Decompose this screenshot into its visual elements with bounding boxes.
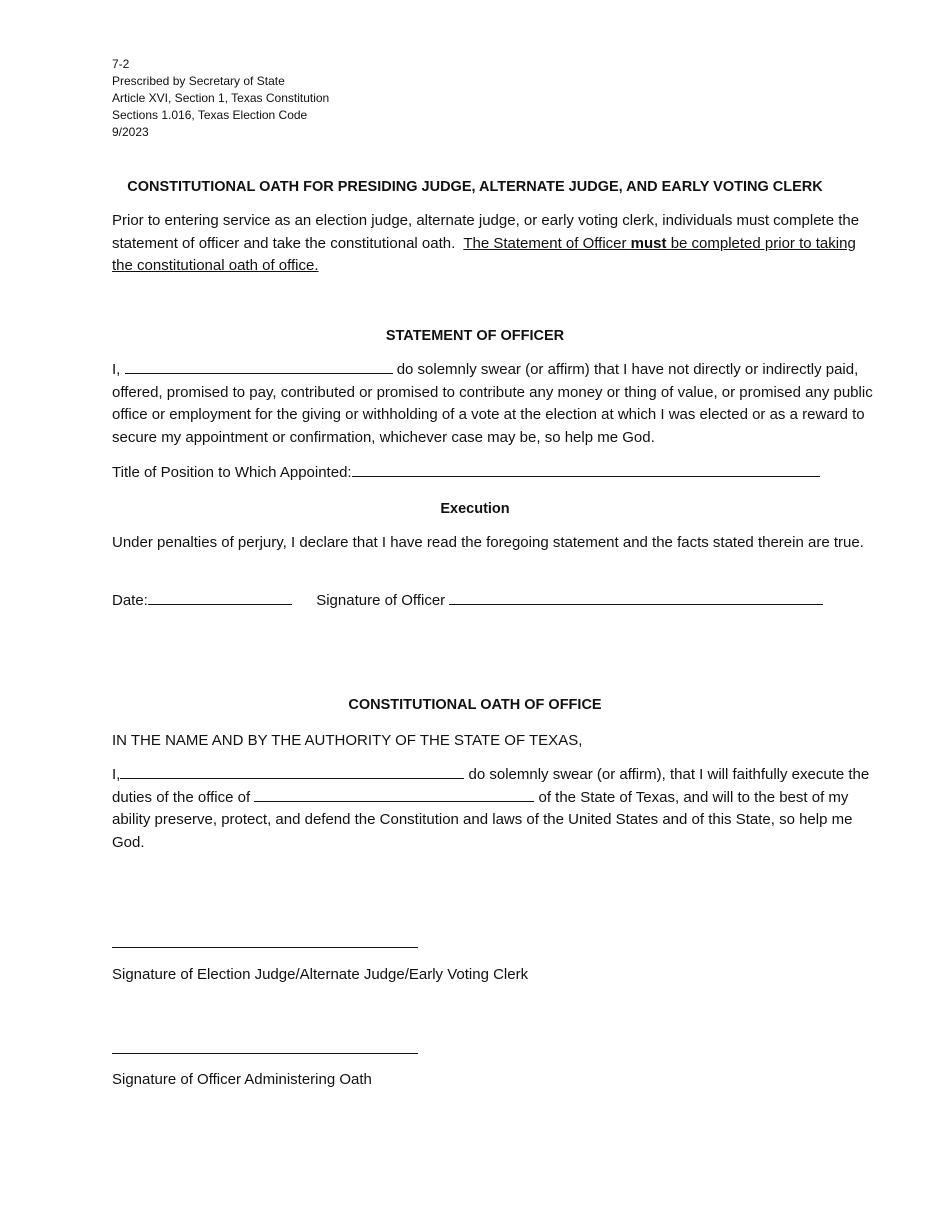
- oath-title: CONSTITUTIONAL OATH OF OFFICE: [348, 697, 602, 713]
- administering-signature-label: Signature of Officer Administering Oath: [112, 1071, 372, 1088]
- revision-date: 9/2023: [112, 125, 149, 139]
- officer-signature-line[interactable]: [449, 590, 823, 605]
- intro-must: must: [630, 234, 667, 252]
- date-line[interactable]: [148, 590, 292, 605]
- administering-signature-line[interactable]: [112, 1053, 418, 1054]
- election-code-reference: Sections 1.016, Texas Election Code: [112, 108, 308, 122]
- title-of-position-line[interactable]: [352, 462, 820, 477]
- intro-underlined-before: The Statement of Officer: [463, 234, 627, 252]
- officer-signature-label: Signature of Officer: [316, 592, 446, 609]
- prescribed-by: Prescribed by Secretary of State: [112, 74, 285, 88]
- oath-part2: of the State of Texas, and will to the best of my ability preserve, protect, and defend the Constitution and laws of the United States and of this State, so help me God.: [112, 788, 853, 851]
- date-signature-row: [112, 590, 876, 613]
- statement-title: STATEMENT OF OFFICER: [385, 328, 565, 344]
- intro-paragraph: [112, 210, 876, 278]
- oath-authority: IN THE NAME AND BY THE AUTHORITY OF THE STATE OF TEXAS,: [112, 732, 583, 749]
- intro-underlined-after: be completed prior to taking the constitutional oath of office.: [112, 234, 856, 274]
- statement-body: do solemnly swear (or affirm) that I have not directly or indirectly paid, offered, promised to pay, contributed or promised to contribute any money or thing of value, or promised any public office or employment for the giving or withholding of a vote at the election at which I was elected or as a reward to secure my appointment or confirmation, whichever case may be, so help me God.: [112, 361, 873, 446]
- constitution-reference: Article XVI, Section 1, Texas Constitution: [112, 91, 330, 105]
- title-of-position-label: Title of Position to Which Appointed:: [112, 464, 352, 481]
- form-number: 7-2: [112, 57, 130, 71]
- date-label: Date:: [112, 592, 148, 609]
- intro-text: Prior to entering service as an election judge, alternate judge, or early voting clerk, individuals must complete the statement of officer and take the constitutional oath.: [112, 212, 860, 252]
- oath-part1: do solemnly swear (or affirm), that I will faithfully execute the duties of the office of: [112, 766, 870, 806]
- oath-name-line[interactable]: [120, 764, 464, 779]
- statement-prefix: I,: [112, 361, 121, 378]
- execution-paragraph: Under penalties of perjury, I declare that I have read the foregoing statement and the facts stated therein are true.: [112, 534, 864, 551]
- oath-paragraph: [112, 764, 876, 854]
- oath-prefix: I,: [112, 766, 121, 783]
- form-header: [112, 56, 329, 141]
- main-title: CONSTITUTIONAL OATH FOR PRESIDING JUDGE, ALTERNATE JUDGE, AND EARLY VOTING CLERK: [127, 179, 823, 195]
- officer-name-line[interactable]: [125, 359, 393, 374]
- judge-signature-line[interactable]: [112, 947, 418, 948]
- title-of-position-row: [112, 462, 876, 485]
- statement-paragraph: [112, 359, 876, 449]
- execution-title: Execution: [440, 501, 510, 517]
- office-name-line[interactable]: [254, 787, 534, 802]
- judge-signature-label: Signature of Election Judge/Alternate Judge/Early Voting Clerk: [112, 966, 529, 983]
